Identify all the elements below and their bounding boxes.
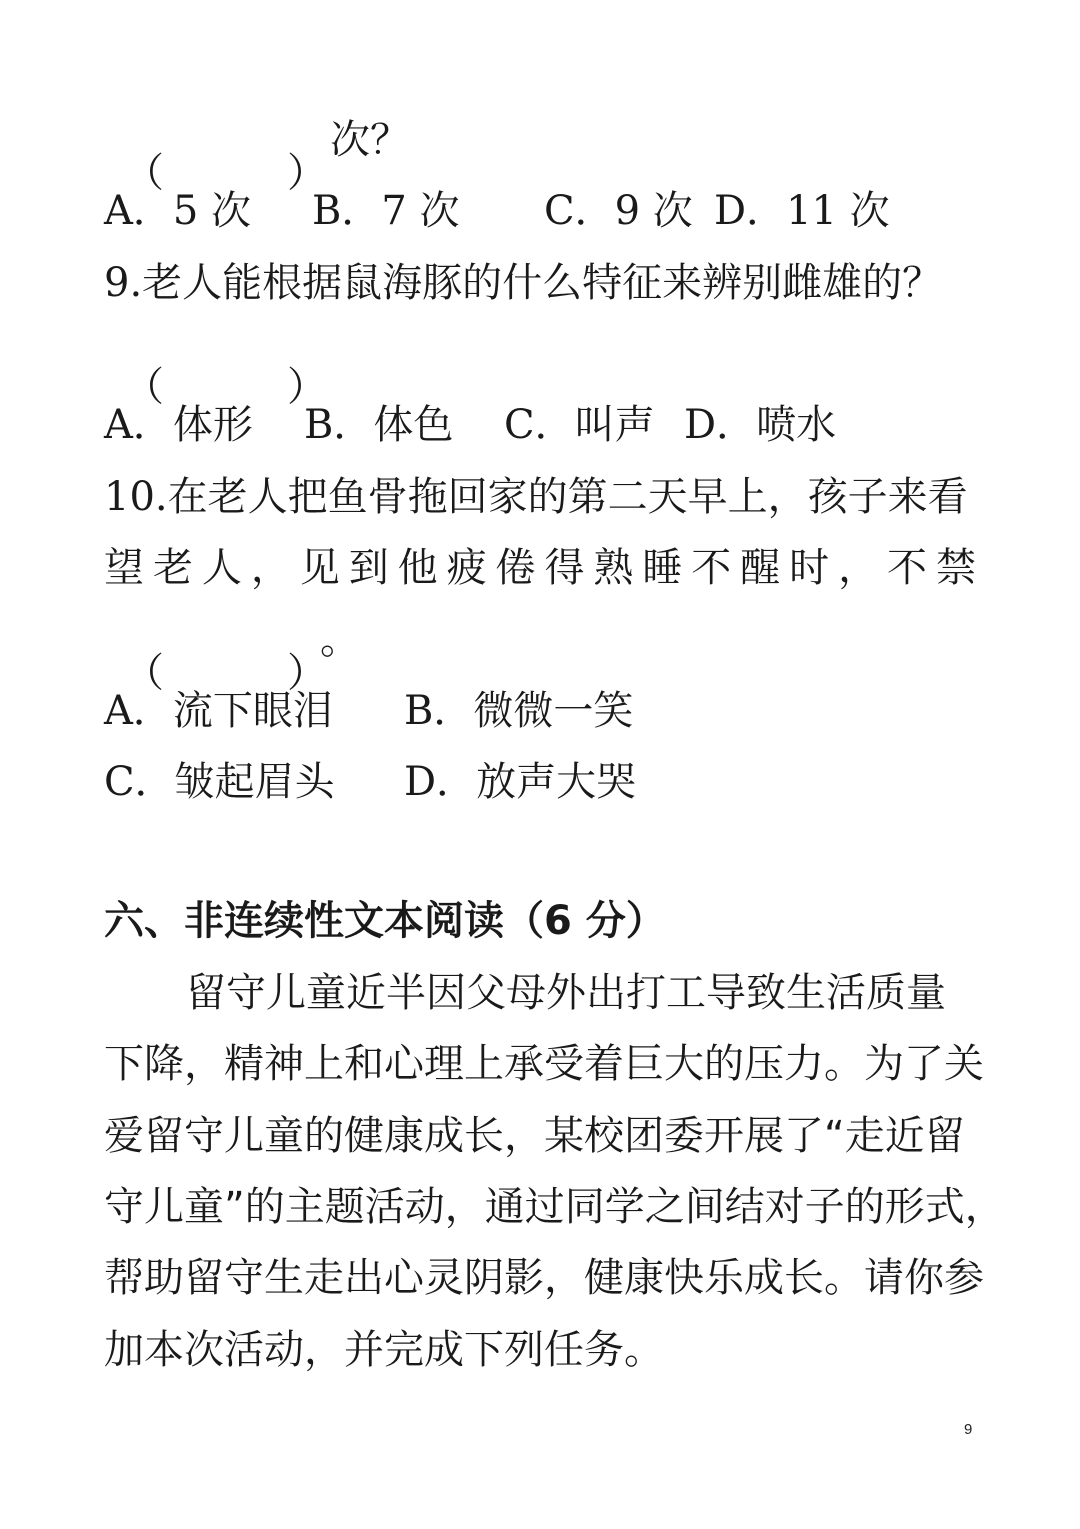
section-heading: 六、非连续性文本阅读（6 分） xyxy=(104,898,666,944)
q10-tail: 。 xyxy=(320,617,360,663)
q8-option-a: A．5 次 xyxy=(104,188,252,234)
paren-close: ） xyxy=(287,650,327,696)
paren-open: （ xyxy=(124,650,164,696)
paragraph-line: 守儿童”的主题活动，通过同学之间结对子的形式， xyxy=(104,1184,1005,1230)
paren-open: （ xyxy=(124,150,164,196)
q10-char: 不 xyxy=(887,545,927,591)
q10-char: 醒 xyxy=(740,545,781,591)
paren-close: ） xyxy=(287,364,327,410)
q10-char: 到 xyxy=(348,545,389,591)
page-number: 9 xyxy=(964,1421,973,1438)
q10-option-d: D．放声大哭 xyxy=(404,759,637,805)
q9-option-a: A．体形 xyxy=(104,402,253,448)
paragraph-line: 爱留守儿童的健康成长，某校团委开展了“走近留 xyxy=(104,1113,965,1159)
q10-char: 禁 xyxy=(935,545,976,591)
q10-char: 见 xyxy=(299,545,340,591)
q10-option-b: B．微微一笑 xyxy=(404,688,634,734)
q10-char: 得 xyxy=(544,545,585,591)
q10-char: 人 xyxy=(201,545,242,591)
q8-answer-line xyxy=(104,117,976,196)
q10-option-a: A．流下眼泪 xyxy=(104,688,333,734)
q8-tail: 次？ xyxy=(330,117,410,163)
q10-char: ， xyxy=(250,545,291,591)
q8-option-b: B．7 次 xyxy=(312,188,460,234)
q10-char: 睡 xyxy=(642,545,683,591)
paren-close: ） xyxy=(287,150,327,196)
q10-char: 望 xyxy=(104,545,144,591)
q10-char: 倦 xyxy=(495,545,536,591)
q8-option-d: D．11 次 xyxy=(714,188,890,234)
paragraph-line: 留守儿童近半因父母外出打工导致生活质量 xyxy=(186,970,946,1016)
q10-char: 老 xyxy=(152,545,193,591)
q9-option-c: C．叫声 xyxy=(504,402,655,448)
q9-answer-line xyxy=(104,334,976,410)
q10-char: 时 xyxy=(789,545,830,591)
q9-stem: 9.老人能根据鼠海豚的什么特征来辨别雌雄的？ xyxy=(104,260,943,306)
q10-char: 熟 xyxy=(593,545,634,591)
q10-char: 疲 xyxy=(446,545,487,591)
q10-char: ， xyxy=(838,545,879,591)
q9-option-d: D．喷水 xyxy=(684,402,837,448)
q10-char: 他 xyxy=(397,545,438,591)
paragraph-line: 加本次活动，并完成下列任务。 xyxy=(104,1327,664,1373)
q10-option-c: C．皱起眉头 xyxy=(104,759,335,805)
q10-stem-line1: 10.在老人把鱼骨拖回家的第二天早上，孩子来看 xyxy=(104,474,968,520)
q10-answer-line xyxy=(104,617,976,696)
q9-option-b: B．体色 xyxy=(304,402,454,448)
q10-stem-line2 xyxy=(104,545,976,591)
paragraph-line: 下降，精神上和心理上承受着巨大的压力。为了关 xyxy=(104,1041,984,1087)
q8-option-c: C．9 次 xyxy=(544,188,693,234)
paren-open: （ xyxy=(124,364,164,410)
paragraph-line: 帮助留守生走出心灵阴影，健康快乐成长。请你参 xyxy=(104,1255,984,1301)
q10-char: 不 xyxy=(691,545,732,591)
